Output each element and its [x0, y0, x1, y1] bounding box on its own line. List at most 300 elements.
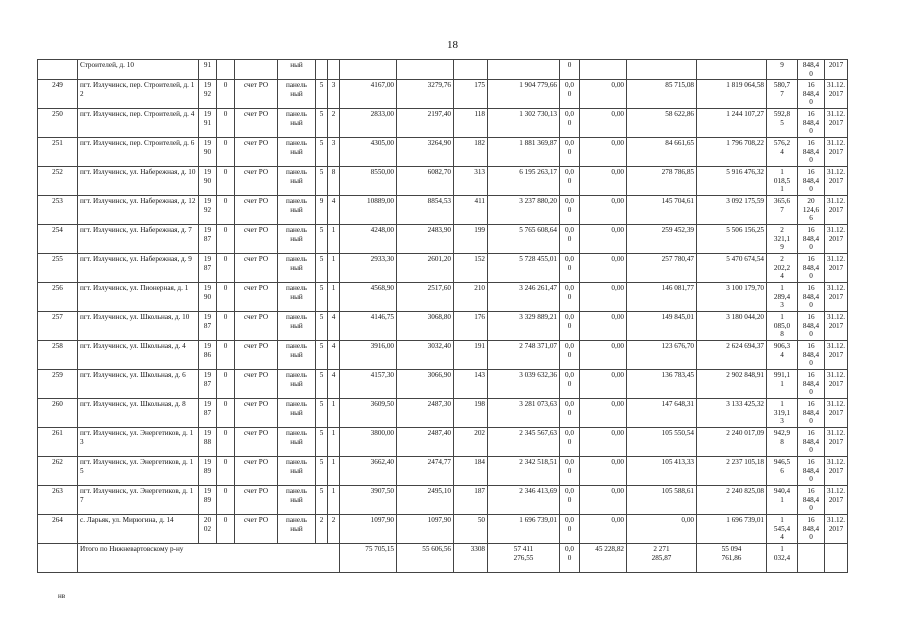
owners-cell: 2 240 017,09	[697, 428, 767, 457]
total-cost-cell: 2 345 567,63	[488, 428, 560, 457]
address-cell: пгт. Излучинск, ул. Набережная, д. 12	[78, 196, 199, 225]
local-cell: 84 661,65	[627, 138, 697, 167]
wall-cell: панель ный	[278, 80, 316, 109]
unit-cost-cell: 592,8 5	[767, 109, 798, 138]
total-cost-cell: 1 904 779,66	[488, 80, 560, 109]
floors-cell: 5	[316, 109, 328, 138]
owners-cell: 5 506 156,25	[697, 225, 767, 254]
max-cost-cell: 16 848,4 0	[798, 283, 825, 312]
deadline-cell: 31.12. 2017	[825, 254, 848, 283]
area-cell: 3662,40	[340, 457, 397, 486]
total-cost-cell: 3 329 889,21	[488, 312, 560, 341]
entrances-cell: 1	[328, 428, 340, 457]
empty-cell	[38, 544, 78, 573]
max-cost-cell: 16 848,4 0	[798, 399, 825, 428]
total-cost-cell: 3 246 261,47	[488, 283, 560, 312]
local-cell: 278 786,85	[627, 167, 697, 196]
unit-cost-cell: 580,7 7	[767, 80, 798, 109]
entrances-cell: 4	[328, 341, 340, 370]
max-cost-cell: 16 848,4 0	[798, 167, 825, 196]
local-cell: 257 780,47	[627, 254, 697, 283]
total-area-cell: 75 705,15	[340, 544, 397, 573]
floors-cell: 5	[316, 254, 328, 283]
area-cell: 4146,75	[340, 312, 397, 341]
wall-cell: панель ный	[278, 196, 316, 225]
floors-cell: 5	[316, 225, 328, 254]
deadline-cell: 31.12. 2017	[825, 80, 848, 109]
total-cost-cell: 2 342 518,51	[488, 457, 560, 486]
residents-cell: 198	[454, 399, 488, 428]
area-cell: 4157,30	[340, 370, 397, 399]
row-number-cell: 258	[38, 341, 78, 370]
unit-cost-cell: 9	[767, 60, 798, 80]
row-number-cell: 255	[38, 254, 78, 283]
regional-cell: 0,00	[580, 196, 627, 225]
max-cost-cell: 16 848,4 0	[798, 341, 825, 370]
total-residents-cell: 3308	[454, 544, 488, 573]
registry-table	[37, 59, 848, 573]
fund-cell: счет РО	[235, 457, 278, 486]
fed-cell: 0,0 0	[560, 80, 580, 109]
deadline-cell: 31.12. 2017	[825, 457, 848, 486]
fund-cell: счет РО	[235, 196, 278, 225]
unit-cost-cell: 942,9 8	[767, 428, 798, 457]
fund-cell: счет РО	[235, 428, 278, 457]
address-cell: пгт. Излучинск, ул. Пионерная, д. 1	[78, 283, 199, 312]
year-cell: 19 87	[199, 254, 217, 283]
wall-cell: панель ный	[278, 370, 316, 399]
regional-cell: 0,00	[580, 399, 627, 428]
max-cost-cell: 16 848,4 0	[798, 486, 825, 515]
area-cell: 3609,50	[340, 399, 397, 428]
fed-cell: 0	[560, 60, 580, 80]
regional-cell: 0,00	[580, 80, 627, 109]
total-row	[38, 544, 848, 573]
regional-cell: 0,00	[580, 370, 627, 399]
local-cell: 123 676,70	[627, 341, 697, 370]
floors-cell: 5	[316, 370, 328, 399]
living-area-cell: 2601,20	[397, 254, 454, 283]
owners-cell: 2 902 848,91	[697, 370, 767, 399]
fed-cell: 0,0 0	[560, 515, 580, 544]
table-row	[38, 138, 848, 167]
wall-cell: панель ный	[278, 515, 316, 544]
unit-cost-cell: 365,6 7	[767, 196, 798, 225]
total-cost-cell: 5 765 608,64	[488, 225, 560, 254]
year-cell: 19 87	[199, 399, 217, 428]
fund-cell: счет РО	[235, 138, 278, 167]
regional-cell: 0,00	[580, 457, 627, 486]
deadline-cell: 31.12. 2017	[825, 167, 848, 196]
regional-cell: 0,00	[580, 225, 627, 254]
fund-cell: счет РО	[235, 283, 278, 312]
fund-cell: счет РО	[235, 312, 278, 341]
local-cell: 0,00	[627, 515, 697, 544]
floors-cell: 2	[316, 515, 328, 544]
fund-cell: счет РО	[235, 254, 278, 283]
total-cost-cell: 2 346 413,69	[488, 486, 560, 515]
entrances-cell: 2	[328, 109, 340, 138]
entrances-cell: 1	[328, 486, 340, 515]
wall-cell: панель ный	[278, 138, 316, 167]
fed-cell: 0,0 0	[560, 370, 580, 399]
living-area-cell: 2483,90	[397, 225, 454, 254]
fed-cell: 0,0 0	[560, 341, 580, 370]
regional-cell: 0,00	[580, 486, 627, 515]
residents-cell: 118	[454, 109, 488, 138]
total-fed-cell: 0,0 0	[560, 544, 580, 573]
fund-cell: счет РО	[235, 341, 278, 370]
floors-cell: 5	[316, 138, 328, 167]
fed-cell: 0,0 0	[560, 167, 580, 196]
address-cell: пгт. Излучинск, пер. Строителей, д. 12	[78, 80, 199, 109]
living-area-cell: 2197,40	[397, 109, 454, 138]
row-number-cell: 250	[38, 109, 78, 138]
total-cost-cell: 1 302 730,13	[488, 109, 560, 138]
owners-cell: 1 796 708,22	[697, 138, 767, 167]
fed-cell: 0,0 0	[560, 428, 580, 457]
year-cell: 19 87	[199, 225, 217, 254]
unit-cost-cell: 1 289,4 3	[767, 283, 798, 312]
wall-cell: ный	[278, 60, 316, 80]
unit-cost-cell: 991,1 1	[767, 370, 798, 399]
total-regional-cell: 45 228,82	[580, 544, 627, 573]
row-number-cell: 249	[38, 80, 78, 109]
flag-cell: 0	[217, 486, 235, 515]
fed-cell: 0,0 0	[560, 312, 580, 341]
address-cell: пгт. Излучинск, пер. Строителей, д. 4	[78, 109, 199, 138]
unit-cost-cell: 1 545,4 4	[767, 515, 798, 544]
regional-cell: 0,00	[580, 428, 627, 457]
table-row	[38, 109, 848, 138]
floors-cell: 5	[316, 341, 328, 370]
year-cell: 19 88	[199, 428, 217, 457]
address-cell: пгт. Излучинск, ул. Школьная, д. 6	[78, 370, 199, 399]
year-cell: 19 89	[199, 486, 217, 515]
owners-cell: 3 092 175,59	[697, 196, 767, 225]
address-cell: пгт. Излучинск, ул. Набережная, д. 10	[78, 167, 199, 196]
living-area-cell: 2487,30	[397, 399, 454, 428]
living-area-cell: 2517,60	[397, 283, 454, 312]
regional-cell: 0,00	[580, 283, 627, 312]
entrances-cell: 1	[328, 225, 340, 254]
wall-cell: панель ный	[278, 457, 316, 486]
deadline-cell: 2017	[825, 60, 848, 80]
entrances-cell: 1	[328, 457, 340, 486]
table-row	[38, 370, 848, 399]
residents-cell: 175	[454, 80, 488, 109]
area-cell: 8550,00	[340, 167, 397, 196]
row-number-cell: 262	[38, 457, 78, 486]
fed-cell: 0,0 0	[560, 457, 580, 486]
fund-cell: счет РО	[235, 370, 278, 399]
flag-cell: 0	[217, 399, 235, 428]
flag-cell: 0	[217, 457, 235, 486]
table-row	[38, 167, 848, 196]
residents-cell: 143	[454, 370, 488, 399]
residents-cell: 199	[454, 225, 488, 254]
floors-cell: 5	[316, 80, 328, 109]
area-cell: 4568,90	[340, 283, 397, 312]
deadline-cell: 31.12. 2017	[825, 196, 848, 225]
residents-cell: 411	[454, 196, 488, 225]
table-row	[38, 283, 848, 312]
owners-cell: 1 696 739,01	[697, 515, 767, 544]
table-row	[38, 312, 848, 341]
unit-cost-cell: 2 202,2 4	[767, 254, 798, 283]
fed-cell: 0,0 0	[560, 138, 580, 167]
living-area-cell: 3032,40	[397, 341, 454, 370]
local-cell: 145 704,61	[627, 196, 697, 225]
entrances-cell: 1	[328, 399, 340, 428]
area-cell: 2833,00	[340, 109, 397, 138]
local-cell: 105 588,61	[627, 486, 697, 515]
max-cost-cell: 20 124,6 6	[798, 196, 825, 225]
max-cost-cell: 16 848,4 0	[798, 254, 825, 283]
floors-cell: 5	[316, 167, 328, 196]
table-row	[38, 341, 848, 370]
area-cell: 10889,00	[340, 196, 397, 225]
page-number: 18	[447, 39, 458, 51]
living-area-cell: 2495,10	[397, 486, 454, 515]
table-row	[38, 80, 848, 109]
floors-cell: 9	[316, 196, 328, 225]
residents-cell: 313	[454, 167, 488, 196]
total-unit-cost-cell: 1 032,4	[767, 544, 798, 573]
local-cell: 147 648,31	[627, 399, 697, 428]
owners-cell: 1 244 107,27	[697, 109, 767, 138]
address-cell: пгт. Излучинск, ул. Школьная, д. 8	[78, 399, 199, 428]
entrances-cell: 4	[328, 370, 340, 399]
address-cell: пгт. Излучинск, пер. Строителей, д. 6	[78, 138, 199, 167]
row-number-cell: 263	[38, 486, 78, 515]
regional-cell: 0,00	[580, 138, 627, 167]
deadline-cell: 31.12. 2017	[825, 109, 848, 138]
fund-cell: счет РО	[235, 80, 278, 109]
fund-cell: счет РО	[235, 109, 278, 138]
fed-cell: 0,0 0	[560, 486, 580, 515]
entrances-cell: 4	[328, 312, 340, 341]
flag-cell: 0	[217, 138, 235, 167]
max-cost-cell: 848,4 0	[798, 60, 825, 80]
owners-cell: 3 133 425,32	[697, 399, 767, 428]
area-cell: 2933,30	[340, 254, 397, 283]
year-cell: 20 02	[199, 515, 217, 544]
residents-cell: 187	[454, 486, 488, 515]
unit-cost-cell: 576,2 4	[767, 138, 798, 167]
area-cell: 4248,00	[340, 225, 397, 254]
floors-cell: 5	[316, 399, 328, 428]
max-cost-cell: 16 848,4 0	[798, 370, 825, 399]
unit-cost-cell: 1 018,5 1	[767, 167, 798, 196]
fed-cell: 0,0 0	[560, 399, 580, 428]
flag-cell: 0	[217, 80, 235, 109]
fed-cell: 0,0 0	[560, 196, 580, 225]
owners-cell: 5 916 476,32	[697, 167, 767, 196]
deadline-cell: 31.12. 2017	[825, 138, 848, 167]
year-cell: 19 86	[199, 341, 217, 370]
residents-cell: 50	[454, 515, 488, 544]
fed-cell: 0,0 0	[560, 109, 580, 138]
local-cell: 136 783,45	[627, 370, 697, 399]
wall-cell: панель ный	[278, 283, 316, 312]
flag-cell: 0	[217, 254, 235, 283]
floors-cell: 5	[316, 312, 328, 341]
regional-cell: 0,00	[580, 312, 627, 341]
floors-cell: 5	[316, 283, 328, 312]
total-living-area-cell: 55 606,56	[397, 544, 454, 573]
area-cell: 4167,00	[340, 80, 397, 109]
empty-cell	[825, 544, 848, 573]
total-cost-cell: 1 696 739,01	[488, 515, 560, 544]
table-row	[38, 457, 848, 486]
fed-cell: 0,0 0	[560, 254, 580, 283]
residents-cell: 191	[454, 341, 488, 370]
footer-mark: нв	[58, 592, 66, 600]
area-cell: 4305,00	[340, 138, 397, 167]
wall-cell: панель ный	[278, 428, 316, 457]
entrances-cell: 1	[328, 254, 340, 283]
flag-cell: 0	[217, 196, 235, 225]
entrances-cell: 4	[328, 196, 340, 225]
deadline-cell: 31.12. 2017	[825, 428, 848, 457]
wall-cell: панель ный	[278, 254, 316, 283]
flag-cell: 0	[217, 167, 235, 196]
flag-cell: 0	[217, 109, 235, 138]
fund-cell: счет РО	[235, 486, 278, 515]
living-area-cell: 3068,80	[397, 312, 454, 341]
residents-cell: 152	[454, 254, 488, 283]
flag-cell: 0	[217, 341, 235, 370]
entrances-cell: 1	[328, 283, 340, 312]
area-cell: 1097,90	[340, 515, 397, 544]
owners-cell: 2 237 105,18	[697, 457, 767, 486]
flag-cell: 0	[217, 428, 235, 457]
deadline-cell: 31.12. 2017	[825, 370, 848, 399]
year-cell: 19 90	[199, 167, 217, 196]
row-number-cell: 257	[38, 312, 78, 341]
local-cell: 259 452,39	[627, 225, 697, 254]
fund-cell: счет РО	[235, 399, 278, 428]
unit-cost-cell: 2 321,1 9	[767, 225, 798, 254]
floors-cell: 5	[316, 486, 328, 515]
year-cell: 19 92	[199, 80, 217, 109]
table-row	[38, 428, 848, 457]
total-label: Итого по Нижневартовскому р-ну	[78, 544, 340, 573]
total-cost-cell: 3 237 880,20	[488, 196, 560, 225]
deadline-cell: 31.12. 2017	[825, 399, 848, 428]
regional-cell: 0,00	[580, 254, 627, 283]
table-row	[38, 196, 848, 225]
deadline-cell: 31.12. 2017	[825, 312, 848, 341]
row-number-cell: 260	[38, 399, 78, 428]
owners-cell: 3 100 179,70	[697, 283, 767, 312]
year-cell: 19 92	[199, 196, 217, 225]
table-row	[38, 399, 848, 428]
entrances-cell: 8	[328, 167, 340, 196]
address-cell: пгт. Излучинск, ул. Энергетиков, д. 13	[78, 428, 199, 457]
max-cost-cell: 16 848,4 0	[798, 225, 825, 254]
deadline-cell: 31.12. 2017	[825, 341, 848, 370]
row-number-cell: 251	[38, 138, 78, 167]
total-cost-cell: 57 411 276,55	[488, 544, 560, 573]
entrances-cell: 3	[328, 138, 340, 167]
year-cell: 19 91	[199, 109, 217, 138]
table-row	[38, 254, 848, 283]
owners-cell: 2 240 825,08	[697, 486, 767, 515]
living-area-cell: 3264,90	[397, 138, 454, 167]
address-cell: пгт. Излучинск, ул. Школьная, д. 4	[78, 341, 199, 370]
row-number-cell: 254	[38, 225, 78, 254]
max-cost-cell: 16 848,4 0	[798, 515, 825, 544]
address-cell: Строителей, д. 10	[78, 60, 199, 80]
address-cell: пгт. Излучинск, ул. Энергетиков, д. 15	[78, 457, 199, 486]
max-cost-cell: 16 848,4 0	[798, 312, 825, 341]
fed-cell: 0,0 0	[560, 225, 580, 254]
local-cell: 105 413,33	[627, 457, 697, 486]
wall-cell: панель ный	[278, 109, 316, 138]
owners-cell: 5 470 674,54	[697, 254, 767, 283]
entrances-cell: 2	[328, 515, 340, 544]
flag-cell: 0	[217, 225, 235, 254]
local-cell: 85 715,08	[627, 80, 697, 109]
address-cell: с. Ларьяк, ул. Мирюгина, д. 14	[78, 515, 199, 544]
area-cell: 3907,50	[340, 486, 397, 515]
max-cost-cell: 16 848,4 0	[798, 109, 825, 138]
wall-cell: панель ный	[278, 341, 316, 370]
fund-cell: счет РО	[235, 515, 278, 544]
wall-cell: панель ный	[278, 312, 316, 341]
local-cell: 58 622,86	[627, 109, 697, 138]
empty-cell	[798, 544, 825, 573]
regional-cell: 0,00	[580, 109, 627, 138]
local-cell: 146 081,77	[627, 283, 697, 312]
total-owners-cell: 55 094 761,86	[697, 544, 767, 573]
residents-cell: 210	[454, 283, 488, 312]
deadline-cell: 31.12. 2017	[825, 283, 848, 312]
flag-cell: 0	[217, 312, 235, 341]
living-area-cell: 2487,40	[397, 428, 454, 457]
total-cost-cell: 5 728 455,01	[488, 254, 560, 283]
living-area-cell: 3279,76	[397, 80, 454, 109]
address-cell: пгт. Излучинск, ул. Набережная, д. 7	[78, 225, 199, 254]
table-row	[38, 225, 848, 254]
residents-cell: 202	[454, 428, 488, 457]
entrances-cell: 3	[328, 80, 340, 109]
flag-cell: 0	[217, 515, 235, 544]
total-cost-cell: 2 748 371,07	[488, 341, 560, 370]
area-cell: 3800,00	[340, 428, 397, 457]
address-cell: пгт. Излучинск, ул. Энергетиков, д. 17	[78, 486, 199, 515]
max-cost-cell: 16 848,4 0	[798, 138, 825, 167]
year-cell: 19 87	[199, 370, 217, 399]
regional-cell: 0,00	[580, 167, 627, 196]
regional-cell: 0,00	[580, 341, 627, 370]
unit-cost-cell: 946,5 6	[767, 457, 798, 486]
address-cell: пгт. Излучинск, ул. Школьная, д. 10	[78, 312, 199, 341]
table-row	[38, 486, 848, 515]
fund-cell: счет РО	[235, 225, 278, 254]
max-cost-cell: 16 848,4 0	[798, 428, 825, 457]
max-cost-cell: 16 848,4 0	[798, 80, 825, 109]
year-cell: 19 90	[199, 138, 217, 167]
max-cost-cell: 16 848,4 0	[798, 457, 825, 486]
unit-cost-cell: 1 319,1 3	[767, 399, 798, 428]
year-cell: 19 90	[199, 283, 217, 312]
owners-cell: 2 624 694,37	[697, 341, 767, 370]
table-row	[38, 515, 848, 544]
total-local-cell: 2 271 285,87	[627, 544, 697, 573]
